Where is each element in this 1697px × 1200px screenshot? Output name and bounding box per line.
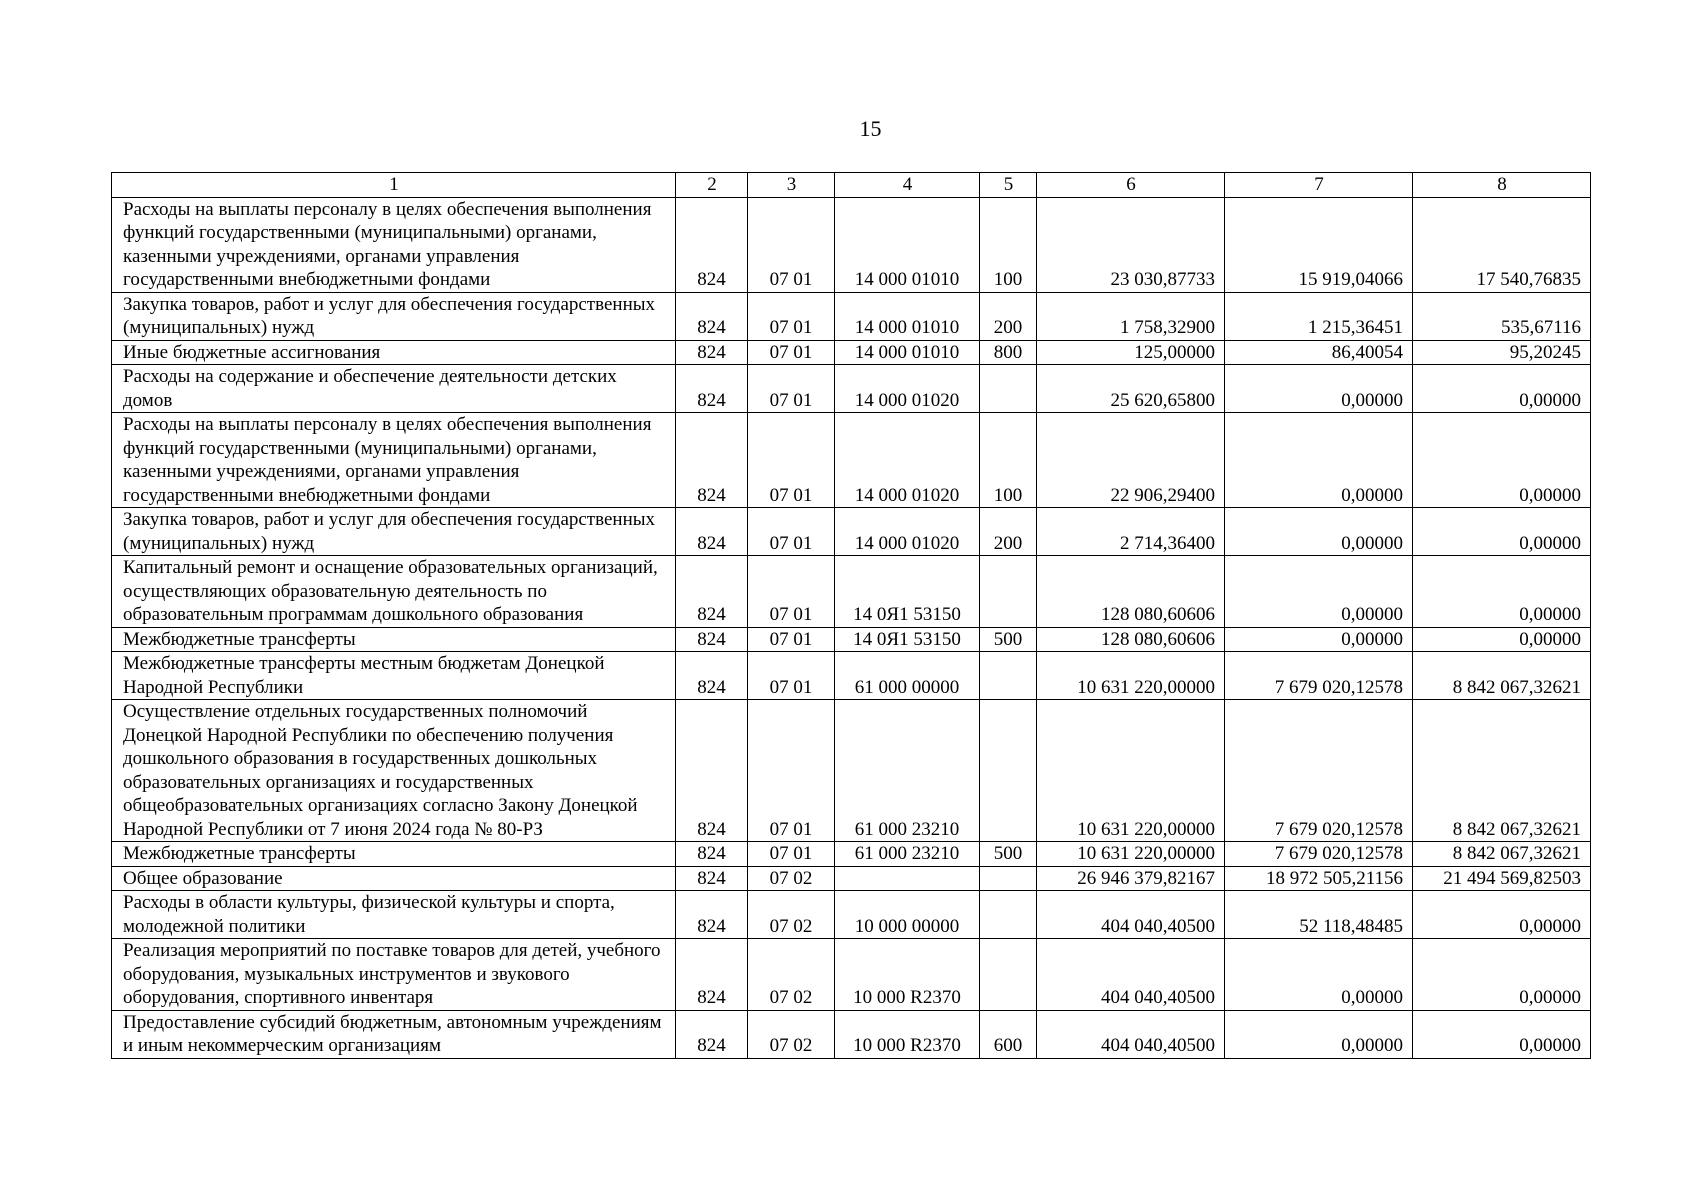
header-col-2: 2	[676, 173, 748, 198]
row-expense-type: 100	[980, 413, 1037, 508]
row-amount-6: 26 946 379,82167	[1037, 866, 1225, 891]
row-ministry-code: 824	[676, 939, 748, 1011]
row-ministry-code: 824	[676, 842, 748, 867]
row-expense-type	[980, 365, 1037, 413]
row-ministry-code: 824	[676, 197, 748, 292]
header-col-4: 4	[835, 173, 980, 198]
row-expense-type: 500	[980, 842, 1037, 867]
row-section-code: 07 02	[748, 939, 835, 1011]
row-name: Межбюджетные трансферты	[112, 627, 676, 652]
table-row	[112, 652, 1591, 700]
row-target-article: 14 0Я1 53150	[835, 627, 980, 652]
row-section-code: 07 02	[748, 1010, 835, 1058]
row-amount-7: 7 679 020,12578	[1225, 652, 1413, 700]
row-amount-6: 23 030,87733	[1037, 197, 1225, 292]
row-ministry-code: 824	[676, 891, 748, 939]
row-ministry-code: 824	[676, 292, 748, 340]
row-amount-7: 0,00000	[1225, 939, 1413, 1011]
row-amount-8: 0,00000	[1413, 627, 1591, 652]
row-expense-type: 800	[980, 340, 1037, 365]
header-col-6: 6	[1037, 173, 1225, 198]
row-name: Закупка товаров, работ и услуг для обеспечения государственных (муниципальных) нужд	[112, 508, 676, 556]
table-row	[112, 842, 1591, 867]
row-amount-7: 0,00000	[1225, 627, 1413, 652]
row-amount-8: 21 494 569,82503	[1413, 866, 1591, 891]
row-name: Расходы на содержание и обеспечение деятельности детских домов	[112, 365, 676, 413]
row-amount-8: 0,00000	[1413, 413, 1591, 508]
row-expense-type: 200	[980, 292, 1037, 340]
row-expense-type: 500	[980, 627, 1037, 652]
row-name: Расходы в области культуры, физической культуры и спорта, молодежной политики	[112, 891, 676, 939]
row-target-article: 61 000 00000	[835, 652, 980, 700]
row-amount-6: 10 631 220,00000	[1037, 652, 1225, 700]
row-amount-6: 1 758,32900	[1037, 292, 1225, 340]
row-amount-8: 0,00000	[1413, 365, 1591, 413]
header-col-3: 3	[748, 173, 835, 198]
row-amount-8: 8 842 067,32621	[1413, 842, 1591, 867]
table-row	[112, 365, 1591, 413]
row-amount-8: 0,00000	[1413, 891, 1591, 939]
row-section-code: 07 01	[748, 556, 835, 628]
row-name: Расходы на выплаты персоналу в целях обеспечения выполнения функций государственными (муниципальными) органами, казенными учреждениями, органами управления государственными внебюджетными фондами	[112, 413, 676, 508]
row-target-article	[835, 866, 980, 891]
row-target-article: 14 000 01020	[835, 508, 980, 556]
row-section-code: 07 01	[748, 652, 835, 700]
row-section-code: 07 02	[748, 866, 835, 891]
row-expense-type: 100	[980, 197, 1037, 292]
row-target-article: 14 000 01010	[835, 292, 980, 340]
table-row	[112, 866, 1591, 891]
table-row	[112, 891, 1591, 939]
row-amount-8: 0,00000	[1413, 1010, 1591, 1058]
row-amount-7: 0,00000	[1225, 413, 1413, 508]
header-col-5: 5	[980, 173, 1037, 198]
row-amount-6: 10 631 220,00000	[1037, 842, 1225, 867]
header-col-7: 7	[1225, 173, 1413, 198]
row-target-article: 61 000 23210	[835, 842, 980, 867]
row-amount-8: 0,00000	[1413, 508, 1591, 556]
header-col-8: 8	[1413, 173, 1591, 198]
row-ministry-code: 824	[676, 340, 748, 365]
row-amount-7: 86,40054	[1225, 340, 1413, 365]
row-section-code: 07 01	[748, 197, 835, 292]
row-amount-6: 404 040,40500	[1037, 1010, 1225, 1058]
row-name: Общее образование	[112, 866, 676, 891]
row-amount-8: 8 842 067,32621	[1413, 652, 1591, 700]
row-section-code: 07 01	[748, 413, 835, 508]
row-amount-7: 7 679 020,12578	[1225, 700, 1413, 842]
row-target-article: 10 000 R2370	[835, 1010, 980, 1058]
table-row	[112, 292, 1591, 340]
row-expense-type: 200	[980, 508, 1037, 556]
row-amount-7: 0,00000	[1225, 365, 1413, 413]
row-amount-6: 25 620,65800	[1037, 365, 1225, 413]
row-expense-type	[980, 866, 1037, 891]
row-expense-type	[980, 939, 1037, 1011]
row-ministry-code: 824	[676, 365, 748, 413]
row-amount-6: 128 080,60606	[1037, 556, 1225, 628]
table-row	[112, 939, 1591, 1011]
row-name: Реализация мероприятий по поставке товаров для детей, учебного оборудования, музыкальных инструментов и звукового оборудования, спортивного инвентаря	[112, 939, 676, 1011]
row-amount-7: 0,00000	[1225, 1010, 1413, 1058]
table-row	[112, 508, 1591, 556]
row-section-code: 07 02	[748, 891, 835, 939]
row-amount-6: 2 714,36400	[1037, 508, 1225, 556]
row-ministry-code: 824	[676, 700, 748, 842]
table-row	[112, 1010, 1591, 1058]
row-amount-7: 15 919,04066	[1225, 197, 1413, 292]
row-amount-7: 1 215,36451	[1225, 292, 1413, 340]
row-section-code: 07 01	[748, 508, 835, 556]
row-ministry-code: 824	[676, 413, 748, 508]
row-name: Закупка товаров, работ и услуг для обеспечения государственных (муниципальных) нужд	[112, 292, 676, 340]
row-section-code: 07 01	[748, 292, 835, 340]
row-target-article: 10 000 00000	[835, 891, 980, 939]
table-row	[112, 556, 1591, 628]
row-name: Расходы на выплаты персоналу в целях обеспечения выполнения функций государственными (муниципальными) органами, казенными учреждениями, органами управления государственными внебюджетными фондами	[112, 197, 676, 292]
header-col-1: 1	[112, 173, 676, 198]
row-ministry-code: 824	[676, 556, 748, 628]
row-amount-7: 52 118,48485	[1225, 891, 1413, 939]
row-ministry-code: 824	[676, 508, 748, 556]
row-target-article: 14 000 01020	[835, 413, 980, 508]
row-target-article: 14 0Я1 53150	[835, 556, 980, 628]
row-name: Межбюджетные трансферты местным бюджетам Донецкой Народной Республики	[112, 652, 676, 700]
row-target-article: 61 000 23210	[835, 700, 980, 842]
row-name: Межбюджетные трансферты	[112, 842, 676, 867]
row-expense-type	[980, 556, 1037, 628]
row-amount-6: 128 080,60606	[1037, 627, 1225, 652]
table-row	[112, 197, 1591, 292]
row-target-article: 14 000 01020	[835, 365, 980, 413]
row-expense-type	[980, 700, 1037, 842]
row-amount-6: 22 906,29400	[1037, 413, 1225, 508]
row-amount-7: 18 972 505,21156	[1225, 866, 1413, 891]
row-target-article: 14 000 01010	[835, 340, 980, 365]
header-row	[112, 173, 1591, 198]
row-target-article: 14 000 01010	[835, 197, 980, 292]
row-amount-8: 0,00000	[1413, 556, 1591, 628]
row-expense-type	[980, 891, 1037, 939]
row-amount-8: 0,00000	[1413, 939, 1591, 1011]
row-amount-7: 0,00000	[1225, 556, 1413, 628]
row-amount-6: 404 040,40500	[1037, 891, 1225, 939]
row-section-code: 07 01	[748, 842, 835, 867]
row-section-code: 07 01	[748, 340, 835, 365]
row-amount-6: 125,00000	[1037, 340, 1225, 365]
table-row	[112, 413, 1591, 508]
row-ministry-code: 824	[676, 1010, 748, 1058]
row-amount-6: 404 040,40500	[1037, 939, 1225, 1011]
table-row	[112, 340, 1591, 365]
row-amount-7: 7 679 020,12578	[1225, 842, 1413, 867]
page-number: 15	[859, 116, 882, 141]
budget-table	[111, 172, 1591, 1059]
row-amount-8: 8 842 067,32621	[1413, 700, 1591, 842]
row-name: Иные бюджетные ассигнования	[112, 340, 676, 365]
row-amount-8: 535,67116	[1413, 292, 1591, 340]
table-row	[112, 627, 1591, 652]
row-section-code: 07 01	[748, 627, 835, 652]
row-amount-7: 0,00000	[1225, 508, 1413, 556]
row-name: Капитальный ремонт и оснащение образовательных организаций, осуществляющих образовательную деятельность по образовательным программам дошкольного образования	[112, 556, 676, 628]
table-row	[112, 700, 1591, 842]
row-name: Предоставление субсидий бюджетным, автономным учреждениям и иным некоммерческим организациям	[112, 1010, 676, 1058]
row-amount-8: 17 540,76835	[1413, 197, 1591, 292]
row-amount-6: 10 631 220,00000	[1037, 700, 1225, 842]
row-ministry-code: 824	[676, 866, 748, 891]
row-expense-type	[980, 652, 1037, 700]
row-name: Осуществление отдельных государственных полномочий Донецкой Народной Республики по обеспечению получения дошкольного образования в государственных дошкольных образовательных организациях и государственных общеобразовательных организациях согласно Закону Донецкой Народной Республики от 7 июня 2024 года № 80-РЗ	[112, 700, 676, 842]
row-section-code: 07 01	[748, 700, 835, 842]
row-section-code: 07 01	[748, 365, 835, 413]
table-body	[112, 197, 1591, 1058]
row-ministry-code: 824	[676, 627, 748, 652]
row-amount-8: 95,20245	[1413, 340, 1591, 365]
row-target-article: 10 000 R2370	[835, 939, 980, 1011]
row-ministry-code: 824	[676, 652, 748, 700]
row-expense-type: 600	[980, 1010, 1037, 1058]
